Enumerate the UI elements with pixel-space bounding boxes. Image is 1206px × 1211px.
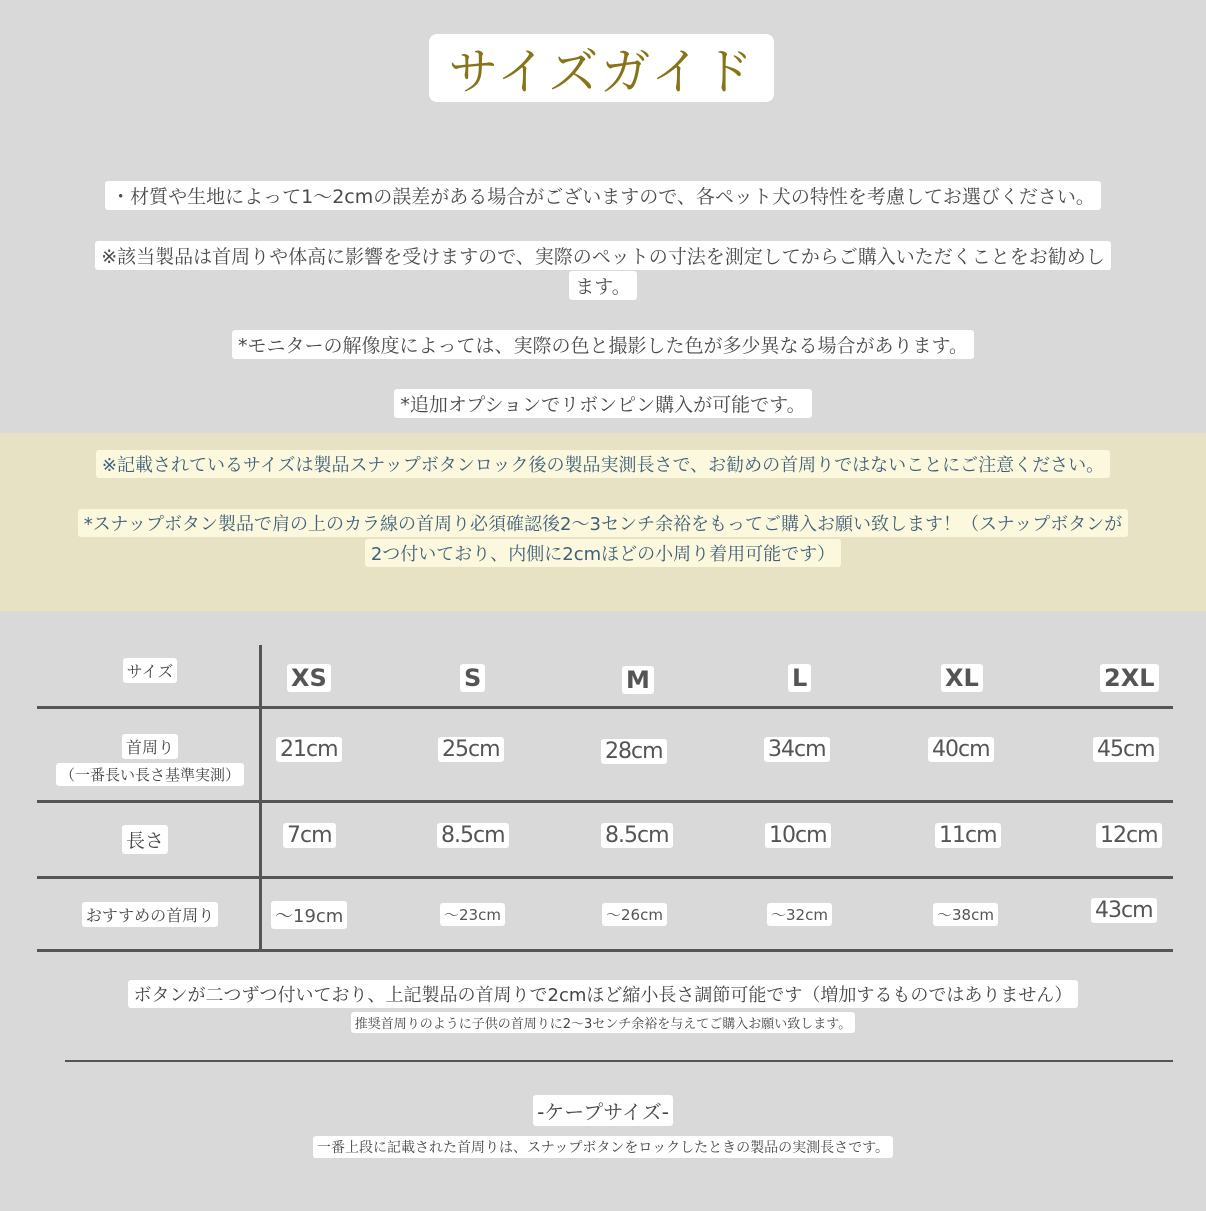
cell-neck-xs: 21cm: [276, 737, 342, 762]
cell-recommended-s: 〜23cm: [440, 903, 505, 926]
highlight-note-snap-button-line2: 2つ付いており、内側に2cmほどの小周り着用可能です）: [365, 539, 841, 567]
row-label-length: 長さ: [45, 825, 245, 854]
cell-neck-xl: 40cm: [928, 737, 994, 762]
highlight-note-snap-button: [0, 509, 1206, 537]
note-measure-pet-line2: ます。: [569, 271, 636, 300]
cell-length-s: 8.5cm: [437, 823, 509, 848]
note-ribbon-option: [0, 389, 1206, 418]
note-measure-pet-line1: ※該当製品は首周りや体高に影響を受けますので、実際のペットの寸法を測定してからご購入いただくことをお勧めし: [95, 241, 1111, 270]
table-rule: [37, 876, 1173, 879]
note-material-tolerance: [0, 181, 1206, 210]
size-header-xs: XS: [287, 664, 331, 692]
cell-neck-m: 28cm: [601, 739, 667, 764]
note-monitor-color: [0, 330, 1206, 359]
cell-neck-2xl: 45cm: [1093, 737, 1159, 762]
highlight-note-snap-button-line1: *スナップボタン製品で肩の上のカラ線の首周り必須確認後2〜3センチ余裕をもってご購入お願い致します！（スナップボタンが: [78, 509, 1128, 537]
table-vertical-rule: [259, 645, 262, 951]
table-rule: [37, 949, 1173, 952]
cell-length-2xl: 12cm: [1096, 823, 1162, 848]
cell-recommended-l: 〜32cm: [767, 903, 832, 926]
size-header-s: S: [460, 664, 485, 692]
table-rule: [37, 706, 1173, 709]
cell-recommended-2xl: 43cm: [1091, 898, 1157, 923]
cell-recommended-xs: 〜19cm: [271, 901, 347, 929]
cell-length-l: 10cm: [765, 823, 831, 848]
cell-neck-s: 25cm: [438, 737, 504, 762]
cape-size-note: 一番上段に記載された首周りは、スナップボタンをロックしたときの製品の実測長さです。: [0, 1136, 1206, 1158]
cell-length-m: 8.5cm: [601, 823, 673, 848]
page-title: サイズガイド: [429, 34, 774, 102]
cell-recommended-xl: 〜38cm: [933, 903, 998, 926]
cell-length-xl: 11cm: [935, 823, 1001, 848]
row-label-neck: 首周り: [45, 734, 255, 759]
footer-button-note: ボタンが二つずつ付いており、上記製品の首周りで2cmほど縮小長さ調節可能です（増加するものではありません）: [0, 980, 1206, 1008]
note-material-tolerance-text: ・材質や生地によって1〜2cmの誤差がある場合がございますので、各ペット犬の特性を考慮してお選びください。: [105, 181, 1101, 210]
note-monitor-color-text: *モニターの解像度によっては、実際の色と撮影した色が多少異なる場合があります。: [232, 330, 974, 359]
footer-recommend-note: 推奨首周りのように子供の首周りに2〜3センチ余裕を与えてご購入お願い致します。: [0, 1012, 1206, 1033]
table-rule: [37, 800, 1173, 803]
size-header-2xl: 2XL: [1100, 664, 1159, 692]
row-sublabel-neck: （一番長い長さ基準実測）: [45, 763, 255, 786]
table-header-label: サイズ: [110, 658, 190, 683]
cell-length-xs: 7cm: [283, 823, 336, 848]
note-ribbon-option-text: *追加オプションでリボンピン購入が可能です。: [394, 389, 811, 418]
note-measure-pet: [0, 241, 1206, 270]
row-label-recommended: おすすめの首周り: [45, 902, 255, 927]
size-header-xl: XL: [941, 664, 983, 692]
cell-recommended-m: 〜26cm: [602, 903, 667, 926]
cape-size-title: -ケープサイズ-: [0, 1095, 1206, 1126]
size-header-m: M: [622, 666, 654, 694]
highlight-note-size-measure-text: ※記載されているサイズは製品スナップボタンロック後の製品実測長さで、お勧めの首周りではないことにご注意ください。: [96, 450, 1110, 478]
footer-divider: [65, 1060, 1173, 1062]
highlight-note-size-measure: [0, 450, 1206, 478]
highlight-note-snap-button-cont: [0, 539, 1206, 567]
cell-neck-l: 34cm: [764, 737, 830, 762]
size-header-l: L: [788, 664, 811, 692]
note-measure-pet-cont: [0, 271, 1206, 300]
